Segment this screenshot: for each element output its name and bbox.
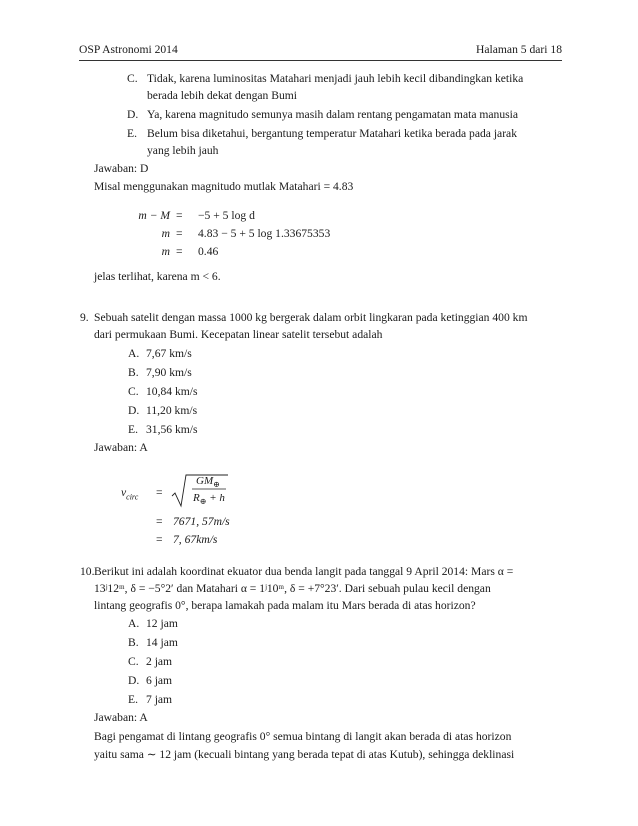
q9-line2: dari permukaan Bumi. Kecepatan linear satelit tersebut adalah [94, 328, 383, 341]
q8-option-d-label: D. [127, 108, 139, 121]
q9-eq-sign: = [156, 486, 163, 499]
q8-option-c-line2: berada lebih dekat dengan Bumi [147, 89, 298, 102]
q10-answer: Jawaban: A [94, 711, 148, 724]
q9-number: 9. [80, 311, 89, 324]
q9-option-b-label: B. [128, 366, 139, 379]
q9-line1: Sebuah satelit dengan massa 1000 kg bergerak dalam orbit lingkaran pada ketinggian 400 km [94, 311, 528, 324]
q10-option-e-label: E. [128, 693, 138, 706]
q10-explanation-line1: Bagi pengamat di lintang geografis 0° semua bintang di langit akan berada di atas horizon [94, 730, 512, 743]
q8-option-d-line1: Ya, karena magnitudo semunya masih dalam rentang pengamatan mata manusia [147, 108, 518, 121]
q8-answer: Jawaban: D [94, 162, 149, 175]
q8-option-c-label: C. [127, 72, 138, 85]
header-right: Halaman 5 dari 18 [476, 43, 562, 56]
q10-option-c-text: 2 jam [146, 655, 173, 668]
q8-eq1-lhs: m − M [138, 209, 170, 222]
q9-eq-denominator: $R_\oplus + h$ [193, 492, 225, 507]
q10-number: 10. [80, 565, 95, 578]
header-rule [79, 60, 562, 61]
q8-eq3-rhs: 0.46 [198, 245, 219, 258]
q10-option-b-text: 14 jam [146, 636, 178, 649]
q10-explanation-line2: yaitu sama ∼ 12 jam (kecuali bintang yang berada tepat di atas Kutub), sehingga deklinasi [94, 748, 515, 761]
q8-eq2-lhs: m [161, 227, 170, 240]
q9-eq2-sign: = [156, 515, 163, 528]
q8-eq2-sign: = [176, 227, 183, 240]
q9-option-e-label: E. [128, 423, 138, 436]
q9-option-c-label: C. [128, 385, 139, 398]
q10-option-d-label: D. [128, 674, 140, 687]
q10-line2: 13ʲ12ᵐ, δ = −5°2′ dan Matahari α = 1ʲ10ᵐ, δ = +7°23′. Dari sebuah pulau kecil dengan [94, 582, 491, 595]
q10-option-b-label: B. [128, 636, 139, 649]
q8-conclusion: jelas terlihat, karena m < 6. [94, 270, 221, 283]
q9-option-c-text: 10,84 km/s [146, 385, 198, 398]
q8-eq3-lhs: m [161, 245, 170, 258]
header-left: OSP Astronomi 2014 [79, 43, 178, 56]
q8-option-e-line1: Belum bisa diketahui, bergantung temperatur Matahari ketika berada pada jarak [147, 127, 517, 140]
q8-option-e-line2: yang lebih jauh [147, 144, 219, 157]
q9-option-a-label: A. [128, 347, 140, 360]
q8-option-c-line1: Tidak, karena luminositas Matahari menjadi jauh lebih kecil dibandingkan ketika [147, 72, 524, 85]
q9-option-a-text: 7,67 km/s [146, 347, 192, 360]
q9-eq3-sign: = [156, 533, 163, 546]
q10-option-a-text: 12 jam [146, 617, 178, 630]
q9-eq-numerator: $GM_\oplus$ [196, 475, 220, 490]
q8-eq3-sign: = [176, 245, 183, 258]
q10-option-c-label: C. [128, 655, 139, 668]
q9-option-d-text: 11,20 km/s [146, 404, 198, 417]
q10-line1: Berikut ini adalah koordinat ekuator dua benda langit pada tanggal 9 April 2014: Mars α = [94, 565, 514, 578]
q9-answer: Jawaban: A [94, 441, 148, 454]
q9-option-d-label: D. [128, 404, 140, 417]
q9-option-b-text: 7,90 km/s [146, 366, 192, 379]
q10-line3: lintang geografis 0°, berapa lamakah pada malam itu Mars berada di atas horizon? [94, 599, 476, 612]
q9-eq-line3: 7, 67km/s [173, 533, 218, 546]
q8-eq1-sign: = [176, 209, 183, 222]
q9-option-e-text: 31,56 km/s [146, 423, 198, 436]
q10-option-e-text: 7 jam [146, 693, 173, 706]
q9-eq-line2: 7671, 57m/s [173, 515, 230, 528]
q10-option-a-label: A. [128, 617, 140, 630]
q8-eq2-rhs: 4.83 − 5 + 5 log 1.33675353 [198, 227, 331, 240]
q8-eq1-rhs: −5 + 5 log d [198, 209, 255, 222]
q9-eq-lhs: $v_{circ}$ [121, 486, 139, 502]
q8-intro: Misal menggunakan magnitudo mutlak Matahari = 4.83 [94, 180, 354, 193]
q10-option-d-text: 6 jam [146, 674, 173, 687]
q8-option-e-label: E. [127, 127, 137, 140]
